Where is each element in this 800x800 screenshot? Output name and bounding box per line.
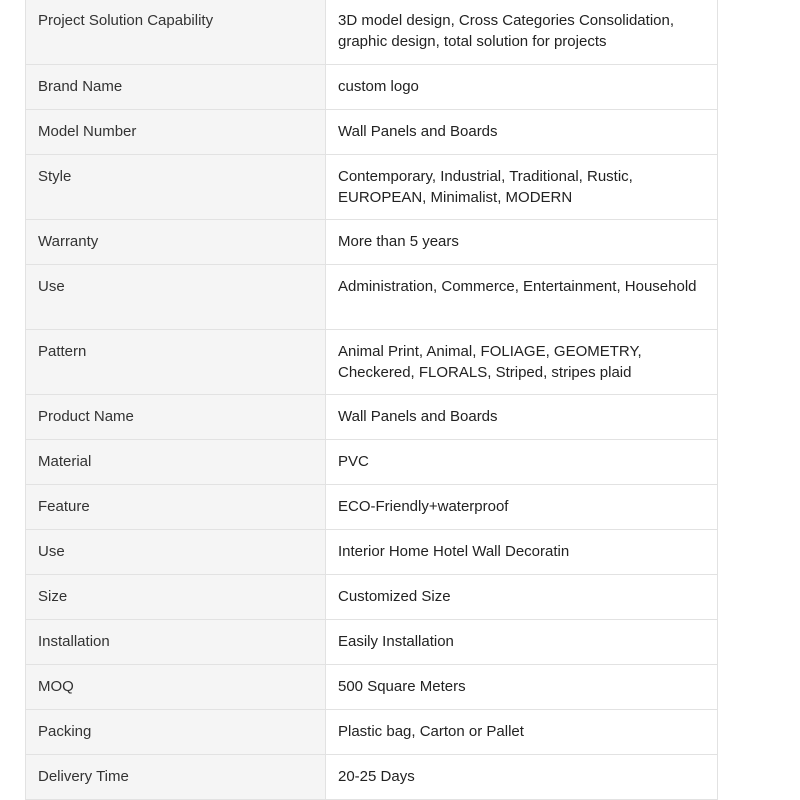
spec-label: Warranty [26, 220, 326, 265]
spec-row-installation [26, 620, 718, 665]
spec-label: Installation [26, 620, 326, 665]
product-spec-table [25, 0, 718, 800]
spec-row-use [26, 265, 718, 330]
spec-label: Style [26, 155, 326, 220]
spec-label: Pattern [26, 330, 326, 395]
spec-value: Wall Panels and Boards [326, 110, 718, 155]
spec-row-brand-name [26, 65, 718, 110]
spec-value: 20-25 Days [326, 755, 718, 800]
spec-value: 500 Square Meters [326, 665, 718, 710]
spec-label: Use [26, 530, 326, 575]
spec-label: Delivery Time [26, 755, 326, 800]
spec-row-size [26, 575, 718, 620]
spec-label: Brand Name [26, 65, 326, 110]
spec-label: Size [26, 575, 326, 620]
spec-label: Model Number [26, 110, 326, 155]
spec-value: Easily Installation [326, 620, 718, 665]
spec-value: Administration, Commerce, Entertainment, Household [326, 265, 718, 330]
spec-label: Project Solution Capability [26, 0, 326, 65]
spec-label: Product Name [26, 395, 326, 440]
spec-row-packing [26, 710, 718, 755]
spec-label: Feature [26, 485, 326, 530]
spec-value: Plastic bag, Carton or Pallet [326, 710, 718, 755]
spec-value: custom logo [326, 65, 718, 110]
spec-label: Use [26, 265, 326, 330]
spec-label: MOQ [26, 665, 326, 710]
spec-value: Interior Home Hotel Wall Decoratin [326, 530, 718, 575]
spec-value: PVC [326, 440, 718, 485]
spec-value: Wall Panels and Boards [326, 395, 718, 440]
spec-value: ECO-Friendly+waterproof [326, 485, 718, 530]
spec-value: Contemporary, Industrial, Traditional, Rustic, EUROPEAN, Minimalist, MODERN [326, 155, 718, 220]
spec-row-use-2 [26, 530, 718, 575]
spec-row-style [26, 155, 718, 220]
spec-row-material [26, 440, 718, 485]
spec-label: Packing [26, 710, 326, 755]
spec-row-model-number [26, 110, 718, 155]
spec-row-warranty [26, 220, 718, 265]
spec-value: More than 5 years [326, 220, 718, 265]
spec-row-moq [26, 665, 718, 710]
spec-label: Material [26, 440, 326, 485]
spec-value: 3D model design, Cross Categories Consolidation, graphic design, total solution for projects [326, 0, 718, 65]
spec-value: Animal Print, Animal, FOLIAGE, GEOMETRY, Checkered, FLORALS, Striped, stripes plaid [326, 330, 718, 395]
spec-row-delivery-time [26, 755, 718, 800]
spec-row-product-name [26, 395, 718, 440]
spec-row-feature [26, 485, 718, 530]
spec-row-project-solution-capability [26, 0, 718, 65]
spec-value: Customized Size [326, 575, 718, 620]
spec-row-pattern [26, 330, 718, 395]
